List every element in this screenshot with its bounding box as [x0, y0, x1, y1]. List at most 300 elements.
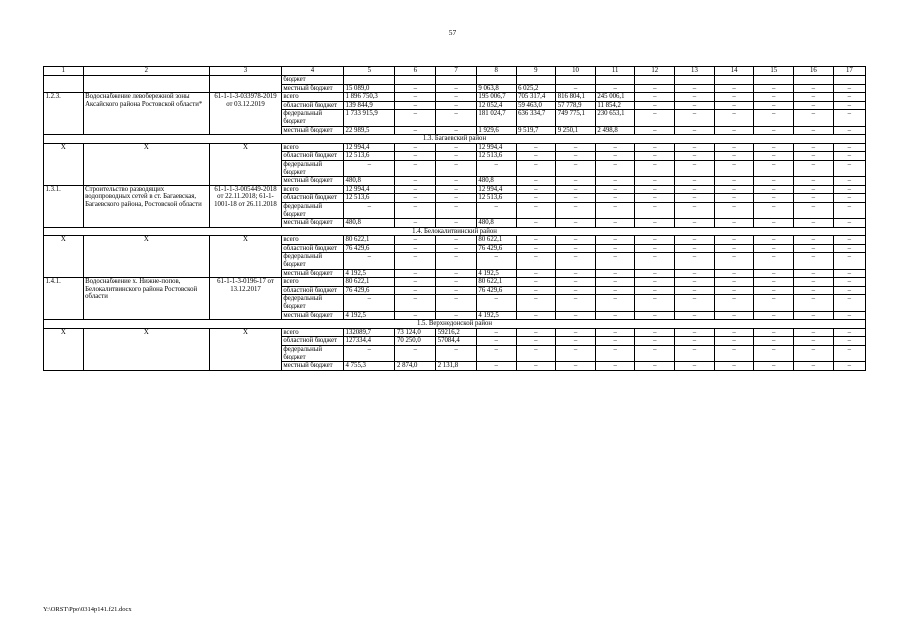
value-cell: –: [714, 110, 754, 126]
value-cell: 12 513,6: [476, 194, 516, 203]
value-cell: –: [714, 93, 754, 102]
table-row: [44, 143, 866, 152]
value-cell: –: [714, 202, 754, 218]
value-cell: –: [675, 202, 715, 218]
value-cell: –: [595, 346, 635, 362]
value-cell: –: [516, 328, 556, 337]
value-cell: [556, 76, 596, 85]
value-cell: –: [675, 328, 715, 337]
value-cell: –: [436, 253, 477, 269]
value-cell: –: [714, 160, 754, 176]
column-header: 14: [714, 67, 754, 76]
object-name: Х: [83, 236, 209, 278]
budget-type: бюджет: [281, 76, 343, 85]
value-cell: 6 025,2: [516, 84, 556, 93]
value-cell: –: [635, 202, 675, 218]
value-cell: 57084,4: [436, 337, 477, 346]
budget-type: федеральный бюджет: [281, 346, 343, 362]
value-cell: –: [436, 93, 477, 102]
value-cell: –: [675, 177, 715, 186]
section-title-row: [44, 320, 866, 329]
value-cell: –: [395, 278, 436, 287]
value-cell: –: [395, 194, 436, 203]
value-cell: –: [635, 101, 675, 110]
value-cell: –: [436, 278, 477, 287]
budget-type: всего: [281, 236, 343, 245]
value-cell: –: [833, 143, 865, 152]
value-cell: –: [833, 253, 865, 269]
value-cell: –: [754, 143, 794, 152]
value-cell: –: [714, 244, 754, 253]
expertise-code: Х: [210, 143, 282, 185]
value-cell: [595, 76, 635, 85]
value-cell: –: [794, 278, 834, 287]
budget-table: [43, 66, 866, 371]
value-cell: –: [833, 110, 865, 126]
value-cell: –: [675, 295, 715, 311]
value-cell: –: [675, 194, 715, 203]
value-cell: 12 994,4: [344, 143, 395, 152]
value-cell: –: [714, 278, 754, 287]
value-cell: –: [395, 185, 436, 194]
value-cell: –: [395, 152, 436, 161]
value-cell: [516, 76, 556, 85]
value-cell: –: [833, 152, 865, 161]
value-cell: –: [635, 194, 675, 203]
value-cell: –: [833, 101, 865, 110]
value-cell: –: [635, 311, 675, 320]
value-cell: –: [395, 101, 436, 110]
value-cell: –: [516, 295, 556, 311]
column-header: 16: [794, 67, 834, 76]
object-name: Х: [83, 328, 209, 370]
value-cell: –: [833, 346, 865, 362]
table-row: [44, 76, 866, 85]
column-header: 6: [395, 67, 436, 76]
value-cell: –: [635, 110, 675, 126]
value-cell: –: [675, 362, 715, 371]
value-cell: –: [595, 253, 635, 269]
value-cell: –: [754, 194, 794, 203]
budget-type: областной бюджет: [281, 194, 343, 203]
column-header: 5: [344, 67, 395, 76]
value-cell: –: [476, 160, 516, 176]
budget-type: федеральный бюджет: [281, 110, 343, 126]
value-cell: –: [595, 269, 635, 278]
value-cell: –: [556, 346, 596, 362]
value-cell: –: [635, 177, 675, 186]
column-header: 4: [281, 67, 343, 76]
value-cell: –: [635, 84, 675, 93]
value-cell: [675, 76, 715, 85]
value-cell: –: [675, 84, 715, 93]
column-header: 7: [436, 67, 477, 76]
value-cell: –: [675, 253, 715, 269]
column-header: 12: [635, 67, 675, 76]
value-cell: –: [794, 244, 834, 253]
row-number: 1.3.1.: [44, 185, 84, 227]
section-title: 1.3. Багаевский район: [44, 135, 866, 144]
value-cell: –: [754, 311, 794, 320]
value-cell: –: [344, 346, 395, 362]
value-cell: –: [436, 269, 477, 278]
value-cell: –: [556, 253, 596, 269]
value-cell: –: [754, 152, 794, 161]
table-row: [44, 93, 866, 102]
value-cell: –: [635, 269, 675, 278]
value-cell: –: [794, 202, 834, 218]
value-cell: 132089,7: [344, 328, 395, 337]
value-cell: –: [794, 177, 834, 186]
budget-type: местный бюджет: [281, 84, 343, 93]
column-header: 2: [83, 67, 209, 76]
value-cell: –: [556, 177, 596, 186]
value-cell: 76 429,6: [344, 244, 395, 253]
object-name: Х: [83, 143, 209, 185]
value-cell: –: [794, 185, 834, 194]
value-cell: –: [436, 219, 477, 228]
value-cell: –: [714, 311, 754, 320]
value-cell: –: [754, 202, 794, 218]
value-cell: [714, 76, 754, 85]
value-cell: –: [344, 295, 395, 311]
value-cell: –: [675, 143, 715, 152]
column-header: 8: [476, 67, 516, 76]
value-cell: –: [436, 236, 477, 245]
value-cell: 230 653,1: [595, 110, 635, 126]
value-cell: –: [714, 126, 754, 135]
value-cell: –: [635, 244, 675, 253]
budget-type: местный бюджет: [281, 219, 343, 228]
value-cell: –: [516, 194, 556, 203]
value-cell: –: [833, 236, 865, 245]
value-cell: –: [675, 286, 715, 295]
value-cell: –: [635, 346, 675, 362]
value-cell: –: [635, 219, 675, 228]
value-cell: –: [675, 110, 715, 126]
value-cell: –: [635, 93, 675, 102]
value-cell: 127334,4: [344, 337, 395, 346]
value-cell: –: [395, 126, 436, 135]
value-cell: 76 429,6: [476, 244, 516, 253]
value-cell: 2 498,8: [595, 126, 635, 135]
value-cell: –: [833, 185, 865, 194]
value-cell: –: [754, 101, 794, 110]
value-cell: –: [436, 101, 477, 110]
value-cell: –: [436, 311, 477, 320]
value-cell: 12 513,6: [344, 152, 395, 161]
value-cell: 4 192,5: [344, 311, 395, 320]
value-cell: 1 733 915,9: [344, 110, 395, 126]
value-cell: –: [794, 295, 834, 311]
value-cell: –: [794, 84, 834, 93]
value-cell: –: [833, 295, 865, 311]
value-cell: –: [516, 219, 556, 228]
value-cell: –: [395, 84, 436, 93]
value-cell: –: [556, 202, 596, 218]
value-cell: –: [436, 194, 477, 203]
value-cell: –: [436, 202, 477, 218]
value-cell: 816 804,1: [556, 93, 596, 102]
value-cell: –: [754, 93, 794, 102]
value-cell: 4 192,5: [476, 311, 516, 320]
value-cell: –: [635, 185, 675, 194]
value-cell: –: [794, 328, 834, 337]
value-cell: 11 854,2: [595, 101, 635, 110]
value-cell: –: [794, 286, 834, 295]
value-cell: 480,8: [344, 219, 395, 228]
value-cell: –: [635, 143, 675, 152]
value-cell: –: [516, 143, 556, 152]
section-title: 1.4. Белокалитвинский район: [44, 227, 866, 236]
value-cell: –: [556, 143, 596, 152]
value-cell: –: [516, 177, 556, 186]
value-cell: –: [675, 244, 715, 253]
value-cell: –: [794, 269, 834, 278]
value-cell: 15 089,0: [344, 84, 395, 93]
value-cell: –: [436, 295, 477, 311]
value-cell: –: [516, 278, 556, 287]
value-cell: –: [833, 286, 865, 295]
value-cell: –: [516, 185, 556, 194]
value-cell: –: [833, 311, 865, 320]
row-number: 1.2.3.: [44, 93, 84, 135]
value-cell: –: [833, 202, 865, 218]
value-cell: –: [556, 295, 596, 311]
value-cell: –: [556, 84, 596, 93]
row-number: Х: [44, 236, 84, 278]
value-cell: 70 250,0: [395, 337, 436, 346]
value-cell: –: [754, 110, 794, 126]
value-cell: –: [436, 84, 477, 93]
value-cell: –: [833, 337, 865, 346]
value-cell: –: [436, 185, 477, 194]
value-cell: –: [595, 202, 635, 218]
value-cell: 2 131,8: [436, 362, 477, 371]
value-cell: –: [754, 328, 794, 337]
value-cell: –: [395, 93, 436, 102]
column-header: 3: [210, 67, 282, 76]
value-cell: –: [714, 194, 754, 203]
value-cell: [436, 76, 477, 85]
value-cell: –: [395, 110, 436, 126]
value-cell: –: [436, 286, 477, 295]
value-cell: 12 994,4: [344, 185, 395, 194]
value-cell: –: [714, 185, 754, 194]
budget-type: всего: [281, 278, 343, 287]
value-cell: –: [675, 269, 715, 278]
value-cell: –: [754, 253, 794, 269]
value-cell: –: [516, 244, 556, 253]
budget-type: федеральный бюджет: [281, 295, 343, 311]
value-cell: –: [714, 346, 754, 362]
value-cell: –: [794, 126, 834, 135]
value-cell: –: [436, 152, 477, 161]
value-cell: 12 994,4: [476, 143, 516, 152]
value-cell: 705 317,4: [516, 93, 556, 102]
value-cell: 76 429,6: [344, 286, 395, 295]
value-cell: –: [635, 286, 675, 295]
value-cell: 80 622,1: [476, 278, 516, 287]
value-cell: –: [754, 269, 794, 278]
value-cell: –: [516, 311, 556, 320]
value-cell: –: [754, 278, 794, 287]
value-cell: 59216,2: [436, 328, 477, 337]
value-cell: [476, 76, 516, 85]
value-cell: 76 429,6: [476, 286, 516, 295]
value-cell: –: [675, 152, 715, 161]
value-cell: –: [675, 337, 715, 346]
value-cell: 73 124,0: [395, 328, 436, 337]
value-cell: –: [794, 160, 834, 176]
value-cell: –: [833, 278, 865, 287]
value-cell: –: [833, 269, 865, 278]
value-cell: 636 334,7: [516, 110, 556, 126]
value-cell: –: [714, 269, 754, 278]
value-cell: –: [754, 337, 794, 346]
value-cell: 139 844,9: [344, 101, 395, 110]
value-cell: –: [595, 286, 635, 295]
value-cell: –: [794, 219, 834, 228]
value-cell: –: [556, 269, 596, 278]
value-cell: 4 192,5: [344, 269, 395, 278]
value-cell: –: [635, 362, 675, 371]
column-header: 13: [675, 67, 715, 76]
value-cell: 1 929,6: [476, 126, 516, 135]
expertise-code: [210, 76, 282, 93]
table-row: [44, 278, 866, 287]
value-cell: –: [395, 236, 436, 245]
value-cell: –: [714, 295, 754, 311]
value-cell: –: [595, 236, 635, 245]
value-cell: –: [794, 143, 834, 152]
value-cell: –: [714, 286, 754, 295]
expertise-code: Х: [210, 328, 282, 370]
value-cell: –: [395, 346, 436, 362]
value-cell: –: [556, 194, 596, 203]
value-cell: –: [635, 126, 675, 135]
value-cell: –: [556, 152, 596, 161]
value-cell: –: [395, 143, 436, 152]
value-cell: –: [794, 93, 834, 102]
value-cell: –: [436, 143, 477, 152]
value-cell: –: [754, 244, 794, 253]
budget-type: областной бюджет: [281, 152, 343, 161]
value-cell: –: [516, 152, 556, 161]
value-cell: –: [556, 286, 596, 295]
value-cell: –: [714, 101, 754, 110]
object-name: [83, 76, 209, 93]
value-cell: –: [714, 177, 754, 186]
value-cell: –: [516, 236, 556, 245]
budget-type: всего: [281, 143, 343, 152]
value-cell: –: [476, 362, 516, 371]
budget-type: областной бюджет: [281, 286, 343, 295]
value-cell: –: [754, 177, 794, 186]
budget-type: областной бюджет: [281, 101, 343, 110]
value-cell: 9 519,7: [516, 126, 556, 135]
value-cell: –: [476, 346, 516, 362]
value-cell: –: [516, 286, 556, 295]
value-cell: –: [595, 143, 635, 152]
value-cell: –: [516, 337, 556, 346]
value-cell: –: [714, 236, 754, 245]
value-cell: –: [833, 244, 865, 253]
value-cell: –: [395, 160, 436, 176]
value-cell: –: [595, 194, 635, 203]
value-cell: 480,8: [344, 177, 395, 186]
value-cell: –: [635, 295, 675, 311]
value-cell: –: [675, 101, 715, 110]
table-row: [44, 328, 866, 337]
value-cell: 2 874,0: [395, 362, 436, 371]
value-cell: –: [395, 202, 436, 218]
value-cell: 749 775,1: [556, 110, 596, 126]
value-cell: –: [556, 236, 596, 245]
value-cell: –: [794, 346, 834, 362]
value-cell: –: [556, 328, 596, 337]
object-name: Водоснабжение левобережной зоны Аксайского района Ростовской области*: [83, 93, 209, 135]
column-header: 15: [754, 67, 794, 76]
value-cell: –: [675, 219, 715, 228]
value-cell: –: [344, 160, 395, 176]
page-number: 57: [448, 28, 457, 37]
value-cell: 4 192,5: [476, 269, 516, 278]
value-cell: 12 513,6: [344, 194, 395, 203]
value-cell: –: [556, 185, 596, 194]
value-cell: –: [556, 362, 596, 371]
value-cell: –: [556, 244, 596, 253]
value-cell: –: [833, 160, 865, 176]
value-cell: –: [754, 362, 794, 371]
value-cell: –: [794, 337, 834, 346]
value-cell: –: [476, 337, 516, 346]
value-cell: –: [833, 219, 865, 228]
value-cell: –: [476, 202, 516, 218]
value-cell: –: [833, 194, 865, 203]
expertise-code: 61-1-1-3-005449-2018 от 22.11.2018; 61-1-1001-18 от 26.11.2018: [210, 185, 282, 227]
value-cell: –: [395, 219, 436, 228]
value-cell: –: [556, 219, 596, 228]
value-cell: –: [675, 160, 715, 176]
value-cell: –: [516, 253, 556, 269]
value-cell: –: [516, 202, 556, 218]
value-cell: –: [556, 311, 596, 320]
value-cell: –: [595, 362, 635, 371]
value-cell: –: [675, 278, 715, 287]
value-cell: –: [794, 362, 834, 371]
value-cell: 80 622,1: [344, 278, 395, 287]
value-cell: 9 063,8: [476, 84, 516, 93]
value-cell: –: [395, 244, 436, 253]
value-cell: –: [714, 362, 754, 371]
value-cell: –: [675, 311, 715, 320]
value-cell: –: [595, 311, 635, 320]
value-cell: –: [794, 311, 834, 320]
value-cell: 59 463,0: [516, 101, 556, 110]
value-cell: –: [635, 278, 675, 287]
row-number: Х: [44, 143, 84, 185]
value-cell: 195 006,7: [476, 93, 516, 102]
value-cell: [635, 76, 675, 85]
section-title-row: [44, 227, 866, 236]
value-cell: –: [635, 236, 675, 245]
value-cell: –: [754, 286, 794, 295]
value-cell: –: [714, 328, 754, 337]
value-cell: –: [436, 346, 477, 362]
value-cell: 80 622,1: [476, 236, 516, 245]
value-cell: –: [595, 185, 635, 194]
